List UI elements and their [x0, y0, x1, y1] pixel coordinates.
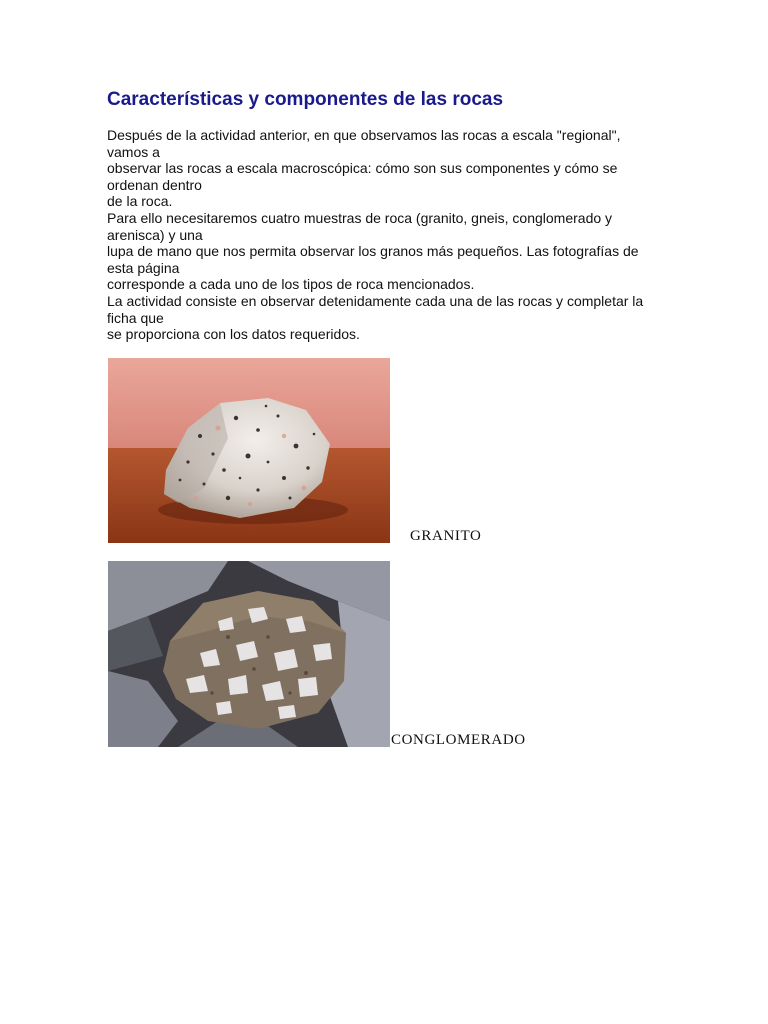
page-title: Características y componentes de las rocas — [107, 89, 504, 110]
paragraph-line: observar las rocas a escala macroscópica: cómo son sus componentes y cómo se — [107, 160, 618, 177]
paragraph-line: corresponde a cada uno de los tipos de roca mencionados. — [107, 276, 475, 293]
paragraph-line: arenisca) y una — [107, 226, 203, 243]
paragraph-line: esta página — [107, 259, 180, 276]
paragraph-line: La actividad consiste en observar detenidamente cada una de las rocas y completar la — [107, 292, 644, 309]
intro-paragraph — [107, 127, 667, 343]
paragraph-line: se proporciona con los datos requeridos. — [107, 326, 360, 343]
paragraph-line: vamos a — [107, 143, 160, 160]
conglomerate-rock-photo — [108, 561, 390, 747]
paragraph-line: ordenan dentro — [107, 176, 202, 193]
paragraph-line: de la roca. — [107, 193, 173, 210]
paragraph-line: Para ello necesitaremos cuatro muestras de roca (granito, gneis, conglomerado y — [107, 209, 613, 226]
paragraph-line: Después de la actividad anterior, en que observamos las rocas a escala "regional", — [107, 127, 621, 143]
granite-rock-photo — [108, 358, 390, 543]
paragraph-line: lupa de mano que nos permita observar los granos más pequeños. Las fotografías de — [107, 243, 639, 260]
granite-caption: GRANITO — [410, 528, 482, 544]
conglomerate-caption: CONGLOMERADO — [391, 732, 526, 748]
paragraph-line: ficha que — [107, 309, 164, 326]
